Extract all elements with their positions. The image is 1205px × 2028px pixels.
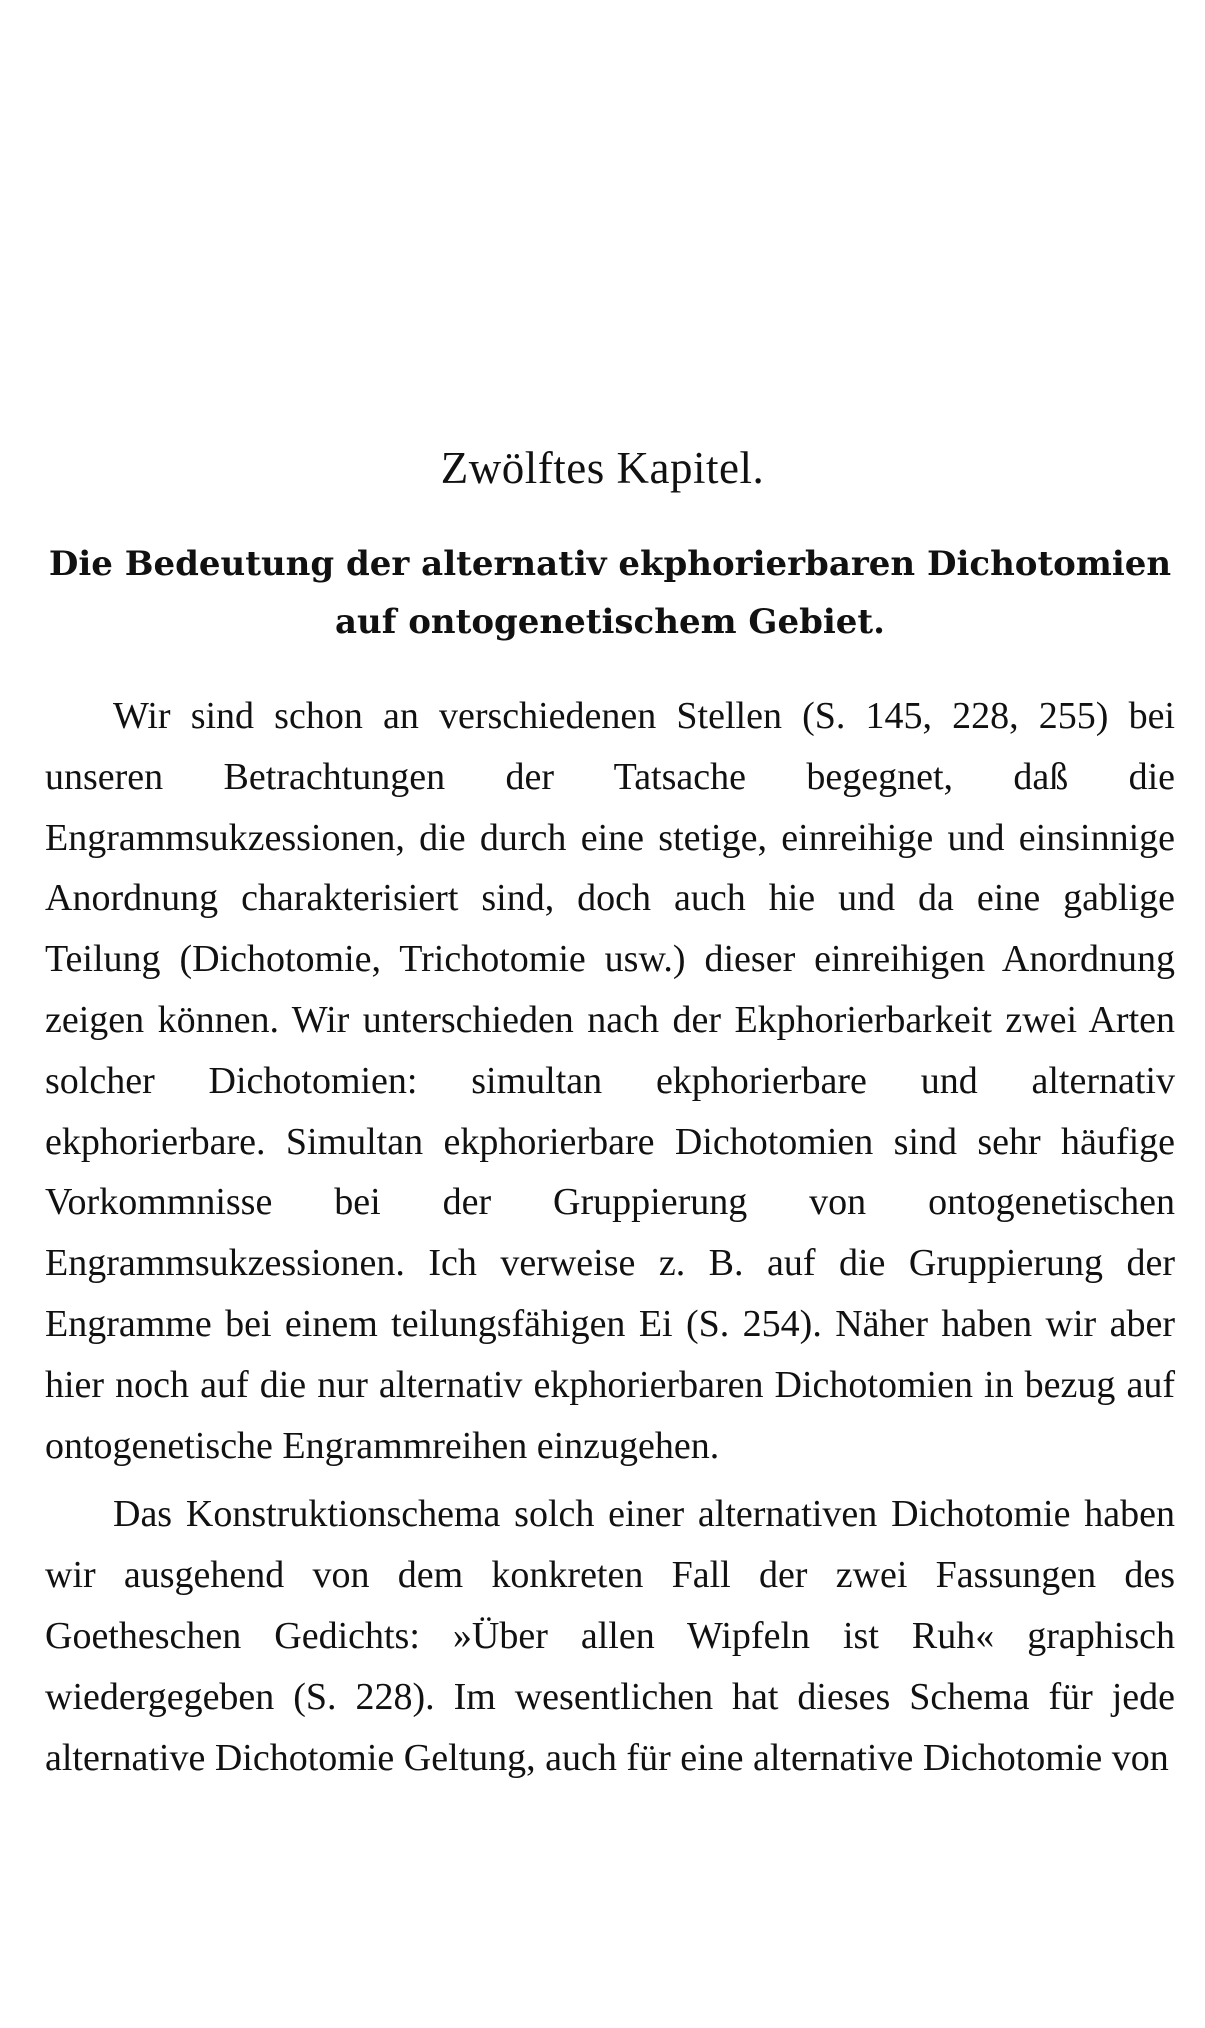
chapter-heading: Zwölftes Kapitel. bbox=[440, 443, 765, 493]
paragraph-2: Das Konstruktionschema solch einer alternativen Dichotomie haben wir ausgehend von dem konkreten Fall der zwei Fassungen des Goetheschen Gedichts: »Über allen Wipfeln ist Ruh« graphisch wiedergegeben (S. 228). Im wesentlichen hat dieses Schema für jede alternative Dichotomie Geltung, auch für eine alternative Dichotomie von bbox=[45, 1493, 1175, 1779]
paragraph-1: Wir sind schon an verschiedenen Stellen (S. 145, 228, 255) bei unseren Betrachtungen der Tatsache begegnet, daß die Engrammsukzessionen, die durch eine stetige, einreihige und einsinnige Anordnung charakterisiert sind, doch auch hie und da eine gablige Teilung (Dichotomie, Trichotomie usw.) dieser einreihigen Anordnung zeigen können. Wir unterschieden nach der Ekphorierbarkeit zwei Arten solcher Dichotomien: simultan ekphorierbare und alternativ ekphorierbare. Simultan ekphorierbare Dichotomien sind sehr häufige Vorkommnisse bei der Gruppierung von ontogenetischen Engrammsukzessionen. Ich verweise z. B. auf die Gruppierung der Engramme bei einem teilungsfähigen Ei (S. 254). Näher haben wir aber hier noch auf die nur alternativ ekphorierbaren Dichotomien in bezug auf ontogenetische Engrammreihen einzugehen. bbox=[45, 695, 1175, 1467]
body-text bbox=[45, 686, 1175, 1788]
chapter-title: Die Bedeutung der alternativ ekphorierbaren Dichotomien auf ontogenetischem Gebiet. bbox=[48, 544, 1172, 642]
